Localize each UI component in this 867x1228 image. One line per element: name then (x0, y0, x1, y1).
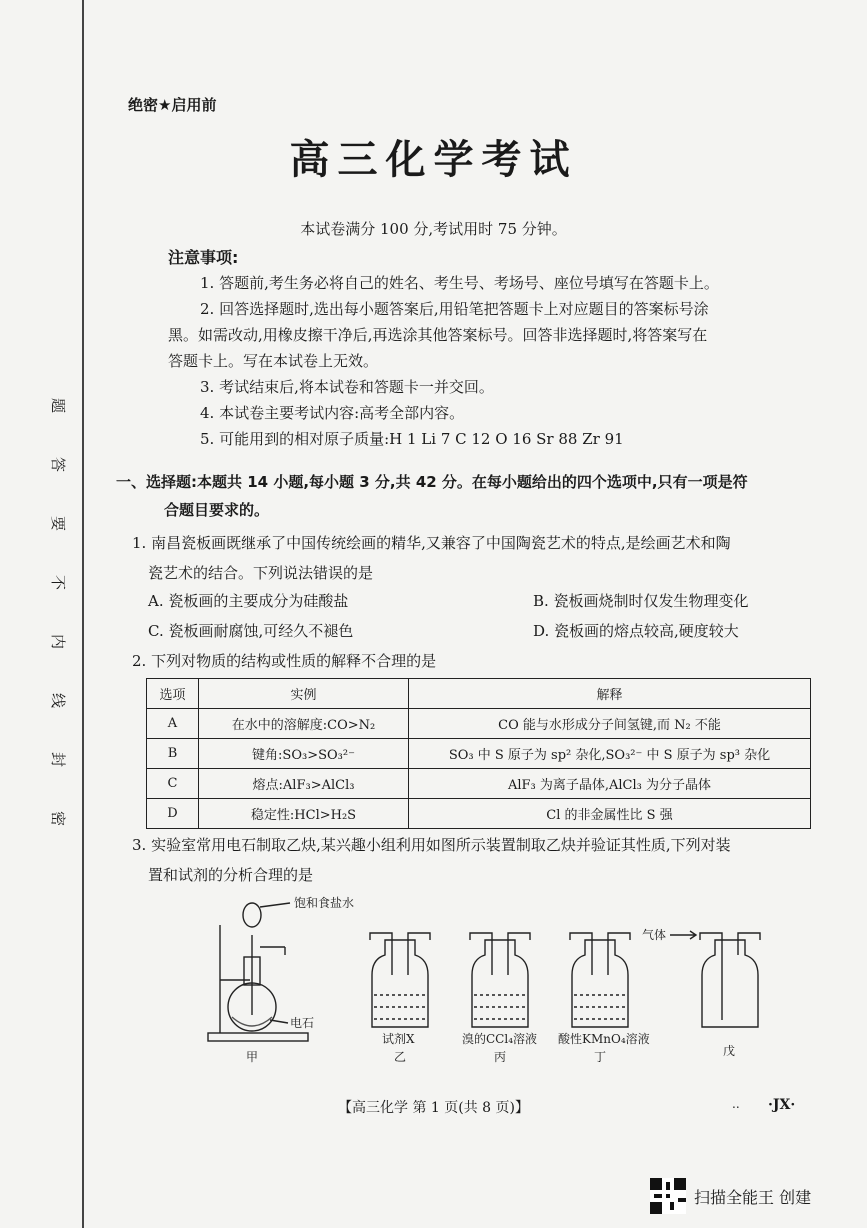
qr-code-icon (650, 1178, 686, 1214)
table-header: 选项 (147, 679, 199, 709)
question-2-table (146, 678, 811, 829)
table-cell: CO 能与水形成分子间氢键,而 N₂ 不能 (409, 709, 811, 739)
label-bromine: 溴的CCl₄溶液 (462, 1032, 538, 1046)
question-stem: 置和试剂的分析合理的是 (148, 866, 314, 884)
question-stem: 1. 南昌瓷板画既继承了中国传统绘画的精华,又兼容了中国陶瓷艺术的特点,是绘画艺术和陶 (132, 534, 731, 552)
notice-heading: 注意事项: (168, 248, 239, 267)
notice-item: 5. 可能用到的相对原子质量:H 1 Li 7 C 12 O 16 Sr 88 Zr 91 (200, 430, 624, 448)
scanner-label: 扫描全能王 创建 (694, 1187, 812, 1207)
label-leader (260, 903, 290, 907)
notice-item: 2. 回答选择题时,选出每小题答案后,用铅笔把答题卡上对应题目的答案标号涂 (200, 300, 709, 318)
bottle-tubes (370, 933, 430, 975)
side-char: 要 (49, 515, 68, 532)
side-char: 内 (49, 633, 68, 650)
question-1 (132, 528, 822, 588)
label-ding: 丁 (594, 1050, 607, 1064)
flask-solid (232, 1017, 272, 1026)
exam-subtitle: 本试卷满分 100 分,考试用时 75 分钟。 (300, 220, 567, 238)
bottle-body (372, 940, 428, 1027)
bottle-tubes (470, 933, 530, 975)
stand-base (208, 1033, 308, 1041)
side-char: 密 (49, 810, 68, 827)
table-row[interactable] (147, 739, 811, 769)
bottle-liquid (574, 995, 626, 1019)
footer-code: ·JX· (768, 1097, 796, 1113)
label-solid: 电石 (290, 1016, 315, 1030)
table-cell: B (147, 739, 199, 769)
table-cell: A (147, 709, 199, 739)
section-line: 合题目要求的。 (164, 501, 270, 519)
bottle-ding (570, 933, 630, 1027)
bottle-bing (470, 933, 530, 1027)
section-heading (116, 468, 816, 524)
page-footer: 【高三化学 第 1 页(共 8 页)】 (338, 1100, 529, 1116)
bottle-body (572, 940, 628, 1027)
option-a[interactable]: A. 瓷板画的主要成分为硅酸盐 (148, 591, 349, 610)
bottle-yi (370, 933, 430, 1027)
notice-item: 答题卡上。写在本试卷上无效。 (168, 352, 379, 370)
table-header-row (147, 679, 811, 709)
exam-title: 高三化学考试 (289, 137, 578, 183)
bottle-body (472, 940, 528, 1027)
secret-label: 绝密★启用前 (128, 96, 217, 114)
table-header: 实例 (199, 679, 409, 709)
table-row[interactable] (147, 709, 811, 739)
bottle-liquid (474, 995, 526, 1019)
binding-side-text (48, 395, 70, 867)
apparatus-diagram (160, 895, 780, 1065)
question-2-stem: 2. 下列对物质的结构或性质的解释不合理的是 (132, 652, 437, 670)
table-header: 解释 (409, 679, 811, 709)
bottle-tubes (700, 933, 760, 1020)
table-cell: C (147, 769, 199, 799)
section-line: 一、选择题:本题共 14 小题,每小题 3 分,共 42 分。在每小题给出的四个选项中,只有一项是符 (116, 473, 748, 491)
table-cell: AlF₃ 为离子晶体,AlCl₃ 为分子晶体 (409, 769, 811, 799)
footer-dots: .. (732, 1097, 740, 1111)
side-char: 封 (49, 751, 68, 768)
label-funnel: 饱和食盐水 (294, 896, 355, 910)
notice-item: 1. 答题前,考生务必将自己的姓名、考生号、考场号、座位号填写在答题卡上。 (200, 274, 719, 292)
notice-item: 3. 考试结束后,将本试卷和答题卡一并交回。 (200, 378, 494, 396)
label-yi: 乙 (394, 1050, 407, 1064)
label-gas: 气体 (642, 928, 667, 942)
label-reagent-x: 试剂X (382, 1032, 415, 1046)
side-char: 不 (49, 574, 68, 591)
table-cell: Cl 的非金属性比 S 强 (409, 799, 811, 829)
label-jia: 甲 (246, 1050, 259, 1064)
question-1-options (148, 585, 808, 645)
dropping-funnel (243, 903, 261, 927)
side-char: 线 (49, 692, 68, 709)
table-cell: 熔点:AlF₃>AlCl₃ (199, 769, 409, 799)
label-leader (270, 1020, 288, 1023)
question-stem: 瓷艺术的结合。下列说法错误的是 (148, 564, 374, 582)
scanner-watermark (650, 1178, 811, 1214)
table-row[interactable] (147, 769, 811, 799)
bottle-tubes (570, 933, 630, 975)
label-bing: 丙 (494, 1050, 507, 1064)
side-char: 题 (49, 397, 68, 414)
table-cell: 稳定性:HCl>H₂S (199, 799, 409, 829)
table-cell: SO₃ 中 S 原子为 sp² 杂化,SO₃²⁻ 中 S 原子为 sp³ 杂化 (409, 739, 811, 769)
option-b[interactable]: B. 瓷板画烧制时仅发生物理变化 (533, 591, 749, 610)
notice-list (168, 270, 808, 452)
gas-arrow (670, 931, 696, 939)
bottle-liquid (374, 1007, 426, 1019)
label-wu: 戊 (723, 1044, 736, 1058)
option-d[interactable]: D. 瓷板画的熔点较高,硬度较大 (533, 621, 739, 640)
bottle-body (702, 940, 758, 1027)
table-cell: D (147, 799, 199, 829)
table-row[interactable] (147, 799, 811, 829)
side-char: 答 (49, 456, 68, 473)
option-c[interactable]: C. 瓷板画耐腐蚀,可经久不褪色 (148, 621, 354, 640)
table-cell: 在水中的溶解度:CO>N₂ (199, 709, 409, 739)
bottle-wu (670, 931, 760, 1027)
question-3 (132, 830, 822, 890)
table-cell: 键角:SO₃>SO₃²⁻ (199, 739, 409, 769)
question-stem: 3. 实验室常用电石制取乙炔,某兴趣小组利用如图所示装置制取乙炔并验证其性质,下列对装 (132, 836, 731, 854)
label-kmno4: 酸性KMnO₄溶液 (558, 1032, 650, 1046)
notice-item: 黑。如需改动,用橡皮擦干净后,再选涂其他答案标号。回答非选择题时,将答案写在 (168, 326, 708, 344)
notice-item: 4. 本试卷主要考试内容:高考全部内容。 (200, 404, 465, 422)
